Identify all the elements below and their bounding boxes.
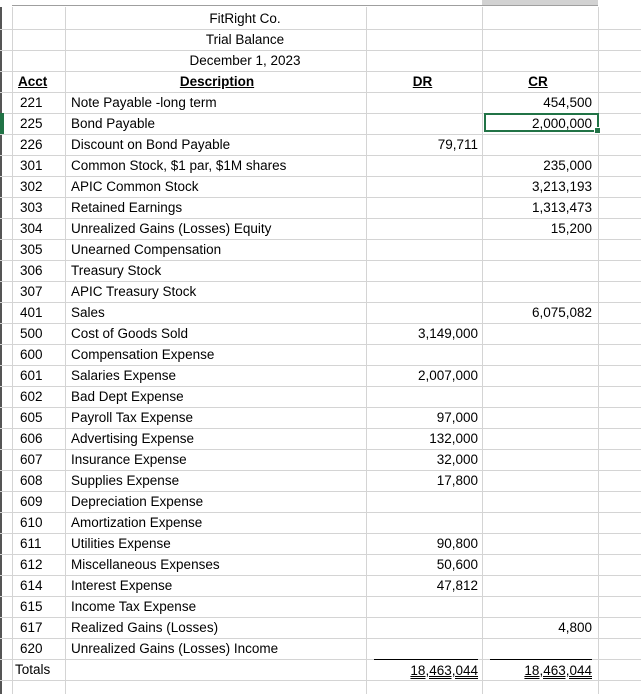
description-cell[interactable]: Income Tax Expense	[71, 599, 197, 614]
description-cell[interactable]: Supplies Expense	[71, 473, 180, 488]
table-row	[0, 365, 641, 386]
table-row	[0, 512, 641, 533]
description-header[interactable]: Description	[179, 74, 255, 89]
description-cell[interactable]: Advertising Expense	[71, 431, 195, 446]
table-row	[0, 134, 641, 155]
cr-cell[interactable]	[484, 323, 592, 344]
dr-cell[interactable]: 97,000	[436, 410, 478, 425]
active-row-indicator	[0, 113, 4, 134]
cr-cell[interactable]	[484, 428, 592, 449]
company-name[interactable]: FitRight Co.	[209, 11, 281, 26]
description-cell[interactable]: Depreciation Expense	[71, 494, 204, 509]
table-row	[0, 197, 641, 218]
table-row	[0, 428, 641, 449]
table-row	[0, 554, 641, 575]
description-cell[interactable]: Utilities Expense	[71, 536, 171, 551]
acct-cell[interactable]: 600	[20, 347, 43, 362]
acct-cell[interactable]: 500	[20, 326, 43, 341]
dr-cell[interactable]	[367, 302, 478, 323]
acct-header[interactable]: Acct	[18, 74, 48, 89]
cr-cell[interactable]	[484, 239, 592, 260]
dr-cell[interactable]	[367, 344, 478, 365]
column-header-selected[interactable]	[482, 0, 598, 6]
table-row	[0, 638, 641, 659]
dr-cell[interactable]	[367, 617, 478, 638]
dr-cell[interactable]	[367, 197, 478, 218]
dr-cell[interactable]: 2,007,000	[417, 368, 478, 383]
cr-cell[interactable]	[484, 596, 592, 617]
cr-cell[interactable]	[484, 365, 592, 386]
cr-cell[interactable]: 15,200	[550, 221, 592, 236]
table-row	[0, 491, 641, 512]
cr-cell[interactable]	[484, 134, 592, 155]
dr-cell[interactable]: 47,812	[436, 578, 478, 593]
description-cell[interactable]: Bond Payable	[71, 116, 156, 131]
table-row	[0, 323, 641, 344]
dr-cell[interactable]: 3,149,000	[417, 326, 478, 341]
acct-cell[interactable]: 225	[20, 116, 43, 131]
acct-cell[interactable]: 601	[20, 368, 43, 383]
acct-cell[interactable]: 617	[20, 620, 43, 635]
cr-cell[interactable]: 3,213,193	[531, 179, 592, 194]
cr-cell[interactable]: 235,000	[543, 158, 592, 173]
description-cell[interactable]: Treasury Stock	[71, 263, 162, 278]
acct-cell[interactable]: 610	[20, 515, 43, 530]
description-cell[interactable]: Unrealized Gains (Losses) Equity	[71, 221, 272, 236]
acct-cell[interactable]: 305	[20, 242, 43, 257]
cr-cell[interactable]: 1,313,473	[531, 200, 592, 215]
column-header[interactable]	[12, 0, 65, 6]
description-cell[interactable]: Bad Dept Expense	[71, 389, 184, 404]
acct-cell[interactable]: 620	[20, 641, 43, 656]
description-cell[interactable]: Discount on Bond Payable	[71, 137, 231, 152]
description-cell[interactable]: Note Payable -long term	[71, 95, 217, 110]
title-row	[0, 8, 641, 29]
description-cell[interactable]: Payroll Tax Expense	[71, 410, 194, 425]
dr-cell[interactable]: 17,800	[436, 473, 478, 488]
acct-cell[interactable]: 614	[20, 578, 43, 593]
cr-cell[interactable]	[484, 554, 592, 575]
description-cell[interactable]: Salaries Expense	[71, 368, 177, 383]
cr-cell[interactable]	[484, 344, 592, 365]
dr-cell[interactable]: 32,000	[436, 452, 478, 467]
description-cell[interactable]: Sales	[71, 305, 105, 320]
description-cell[interactable]: Insurance Expense	[71, 452, 187, 467]
dr-cell[interactable]	[367, 155, 478, 176]
acct-cell[interactable]: 306	[20, 263, 43, 278]
table-row	[0, 344, 641, 365]
acct-cell[interactable]: 304	[20, 221, 43, 236]
acct-cell[interactable]: 303	[20, 200, 43, 215]
dr-cell[interactable]	[367, 491, 478, 512]
dr-cell[interactable]	[367, 218, 478, 239]
active-cell-selection[interactable]	[484, 113, 599, 132]
dr-cell[interactable]	[367, 638, 478, 659]
description-cell[interactable]: Retained Earnings	[71, 200, 183, 215]
cr-cell[interactable]	[484, 512, 592, 533]
description-cell[interactable]: Amortization Expense	[71, 515, 203, 530]
description-cell[interactable]: Unearned Compensation	[71, 242, 222, 257]
table-row	[0, 92, 641, 113]
cr-header[interactable]: CR	[528, 74, 548, 89]
totals-row	[0, 659, 641, 680]
acct-cell[interactable]: 307	[20, 284, 43, 299]
dr-cell[interactable]	[367, 281, 478, 302]
cr-cell[interactable]	[484, 470, 592, 491]
cr-cell[interactable]: 6,075,082	[531, 305, 592, 320]
title-row	[0, 50, 641, 71]
dr-cell[interactable]	[367, 176, 478, 197]
acct-cell[interactable]: 301	[20, 158, 43, 173]
cr-cell[interactable]	[484, 281, 592, 302]
dr-cell[interactable]	[367, 386, 478, 407]
description-cell[interactable]: Compensation Expense	[71, 347, 215, 362]
acct-cell[interactable]: 302	[20, 179, 43, 194]
cr-cell[interactable]	[484, 491, 592, 512]
acct-cell[interactable]: 611	[20, 536, 42, 551]
column-header-strip	[0, 0, 641, 7]
table-row	[0, 155, 641, 176]
column-header-row	[0, 71, 641, 92]
cr-cell[interactable]	[484, 449, 592, 470]
cr-cell[interactable]: 4,800	[558, 620, 592, 635]
title-row	[0, 29, 641, 50]
report-title[interactable]: Trial Balance	[205, 32, 285, 47]
cr-cell[interactable]	[484, 407, 592, 428]
gridline	[0, 680, 641, 681]
dr-cell[interactable]	[367, 512, 478, 533]
dr-cell[interactable]	[367, 260, 478, 281]
description-cell[interactable]: Interest Expense	[71, 578, 173, 593]
cr-cell[interactable]	[484, 386, 592, 407]
cr-cell[interactable]: 454,500	[543, 95, 592, 110]
acct-cell[interactable]: 612	[20, 557, 43, 572]
acct-cell[interactable]: 615	[20, 599, 43, 614]
description-cell[interactable]: APIC Common Stock	[71, 179, 199, 194]
description-cell[interactable]: Realized Gains (Losses)	[71, 620, 219, 635]
dr-cell[interactable]: 79,711	[437, 137, 478, 152]
table-row	[0, 281, 641, 302]
table-row	[0, 218, 641, 239]
dr-cell[interactable]	[367, 92, 478, 113]
table-row	[0, 449, 641, 470]
table-row	[0, 302, 641, 323]
acct-cell[interactable]: 608	[20, 473, 43, 488]
acct-cell[interactable]: 226	[20, 137, 43, 152]
cr-cell[interactable]	[484, 533, 592, 554]
table-row	[0, 407, 641, 428]
table-row	[0, 239, 641, 260]
dr-cell[interactable]	[367, 596, 478, 617]
acct-cell[interactable]: 607	[20, 452, 43, 467]
acct-cell[interactable]: 609	[20, 494, 43, 509]
table-row	[0, 470, 641, 491]
table-row	[0, 596, 641, 617]
description-cell[interactable]: Unrealized Gains (Losses) Income	[71, 641, 279, 656]
cr-total[interactable]: 18,463,044	[490, 659, 592, 681]
totals-label[interactable]: Totals	[15, 662, 51, 677]
dr-total[interactable]: 18,463,044	[374, 659, 478, 681]
table-row	[0, 575, 641, 596]
dr-cell[interactable]: 132,000	[429, 431, 478, 446]
dr-cell[interactable]: 90,800	[436, 536, 478, 551]
description-cell[interactable]: Miscellaneous Expenses	[71, 557, 220, 572]
column-header[interactable]	[366, 0, 482, 6]
table-row	[0, 260, 641, 281]
dr-cell[interactable]: 50,600	[436, 557, 478, 572]
acct-cell[interactable]: 606	[20, 431, 43, 446]
acct-cell[interactable]: 605	[20, 410, 43, 425]
report-date[interactable]: December 1, 2023	[189, 53, 301, 68]
table-row	[0, 617, 641, 638]
dr-cell[interactable]	[367, 113, 478, 134]
dr-header[interactable]: DR	[412, 74, 433, 89]
acct-cell[interactable]: 602	[20, 389, 43, 404]
description-cell[interactable]: APIC Treasury Stock	[71, 284, 197, 299]
table-row	[0, 533, 641, 554]
description-cell[interactable]: Common Stock, $1 par, $1M shares	[71, 158, 287, 173]
description-cell[interactable]: Cost of Goods Sold	[71, 326, 189, 341]
cr-cell[interactable]: 2,000,000	[531, 116, 592, 131]
dr-cell[interactable]	[367, 239, 478, 260]
table-row	[0, 176, 641, 197]
cr-cell[interactable]	[484, 575, 592, 596]
cr-cell[interactable]	[484, 260, 592, 281]
cr-cell[interactable]	[484, 638, 592, 659]
acct-cell[interactable]: 401	[20, 305, 43, 320]
column-header[interactable]	[65, 0, 366, 6]
table-row	[0, 386, 641, 407]
acct-cell[interactable]: 221	[20, 95, 43, 110]
